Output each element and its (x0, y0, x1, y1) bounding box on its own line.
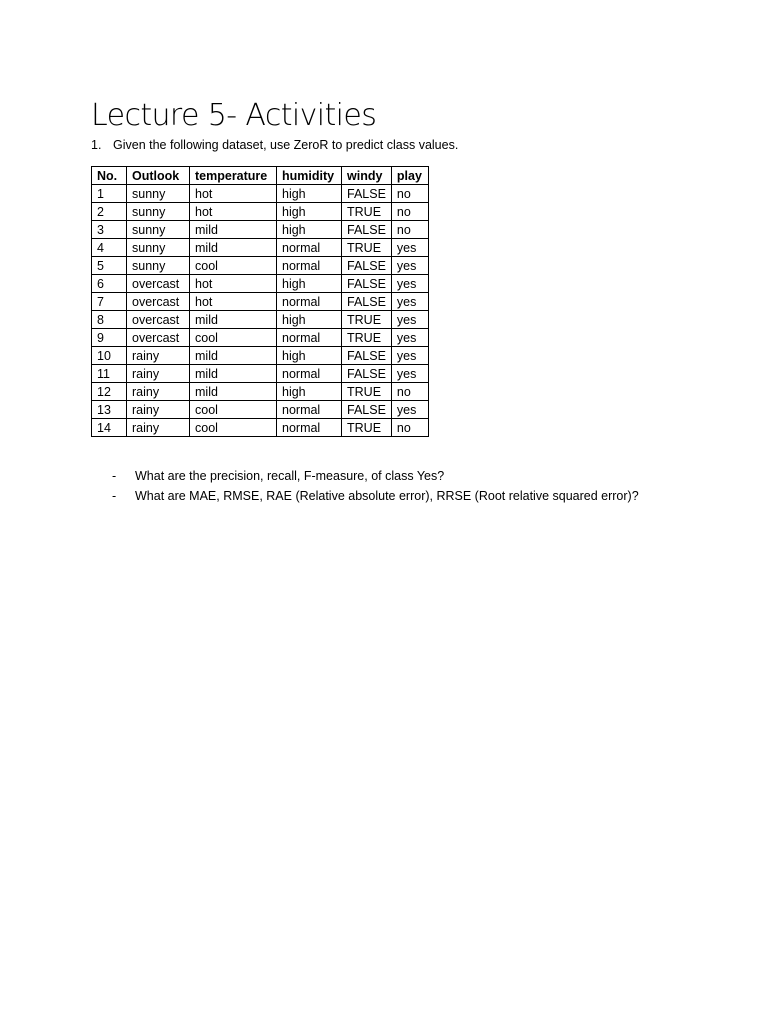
cell-humidity: normal (277, 401, 342, 419)
cell-humidity: high (277, 347, 342, 365)
cell-outlook: sunny (127, 257, 190, 275)
sub-question-text: What are the precision, recall, F-measure, of class Yes? (135, 469, 445, 483)
cell-no: 10 (92, 347, 127, 365)
bullet-dash: - (112, 469, 117, 483)
cell-windy: FALSE (342, 257, 392, 275)
cell-windy: TRUE (342, 239, 392, 257)
cell-play: yes (391, 329, 428, 347)
cell-temperature: mild (190, 365, 277, 383)
cell-temperature: cool (190, 257, 277, 275)
cell-outlook: rainy (127, 365, 190, 383)
dataset-table (91, 166, 429, 437)
cell-windy: TRUE (342, 419, 392, 437)
table-row (92, 329, 429, 347)
cell-no: 4 (92, 239, 127, 257)
cell-no: 9 (92, 329, 127, 347)
cell-humidity: high (277, 383, 342, 401)
cell-no: 11 (92, 365, 127, 383)
cell-temperature: cool (190, 401, 277, 419)
table-body (92, 185, 429, 437)
table-header-row (92, 167, 429, 185)
header-temperature: temperature (190, 167, 277, 185)
cell-humidity: normal (277, 419, 342, 437)
cell-play: yes (391, 257, 428, 275)
cell-no: 7 (92, 293, 127, 311)
cell-humidity: high (277, 221, 342, 239)
bullet-dash: - (112, 489, 117, 503)
question-number: 1. (91, 138, 102, 152)
cell-temperature: hot (190, 275, 277, 293)
cell-no: 14 (92, 419, 127, 437)
table-row (92, 401, 429, 419)
cell-windy: TRUE (342, 329, 392, 347)
cell-temperature: mild (190, 311, 277, 329)
question-text: Given the following dataset, use ZeroR to predict class values. (113, 138, 459, 152)
question-1 (91, 137, 458, 153)
cell-windy: FALSE (342, 347, 392, 365)
cell-play: yes (391, 293, 428, 311)
cell-play: yes (391, 239, 428, 257)
cell-play: yes (391, 365, 428, 383)
cell-temperature: cool (190, 329, 277, 347)
cell-temperature: hot (190, 203, 277, 221)
table-row (92, 257, 429, 275)
cell-windy: TRUE (342, 311, 392, 329)
cell-play: no (391, 419, 428, 437)
header-no: No. (92, 167, 127, 185)
cell-outlook: rainy (127, 401, 190, 419)
cell-no: 2 (92, 203, 127, 221)
table-row (92, 383, 429, 401)
cell-humidity: high (277, 185, 342, 203)
cell-temperature: mild (190, 221, 277, 239)
cell-temperature: cool (190, 419, 277, 437)
cell-humidity: high (277, 311, 342, 329)
table-row (92, 221, 429, 239)
cell-humidity: normal (277, 239, 342, 257)
cell-play: no (391, 383, 428, 401)
table-row (92, 203, 429, 221)
header-windy: windy (342, 167, 392, 185)
cell-windy: FALSE (342, 401, 392, 419)
cell-no: 1 (92, 185, 127, 203)
list-item (112, 486, 639, 506)
cell-outlook: overcast (127, 293, 190, 311)
cell-outlook: sunny (127, 203, 190, 221)
table-row (92, 293, 429, 311)
cell-temperature: mild (190, 239, 277, 257)
cell-play: yes (391, 347, 428, 365)
table-row (92, 419, 429, 437)
cell-play: yes (391, 275, 428, 293)
cell-no: 6 (92, 275, 127, 293)
cell-temperature: mild (190, 383, 277, 401)
cell-windy: FALSE (342, 293, 392, 311)
cell-windy: TRUE (342, 383, 392, 401)
sub-question-list (112, 466, 639, 506)
header-play: play (391, 167, 428, 185)
list-item (112, 466, 639, 486)
cell-no: 13 (92, 401, 127, 419)
cell-play: yes (391, 311, 428, 329)
cell-outlook: overcast (127, 311, 190, 329)
table-row (92, 365, 429, 383)
cell-outlook: overcast (127, 329, 190, 347)
cell-outlook: sunny (127, 239, 190, 257)
cell-humidity: normal (277, 257, 342, 275)
cell-windy: FALSE (342, 275, 392, 293)
cell-temperature: hot (190, 293, 277, 311)
cell-outlook: overcast (127, 275, 190, 293)
cell-play: yes (391, 401, 428, 419)
page-title: Lecture 5- Activities (91, 98, 377, 133)
cell-temperature: hot (190, 185, 277, 203)
cell-windy: FALSE (342, 185, 392, 203)
cell-no: 3 (92, 221, 127, 239)
table-row (92, 311, 429, 329)
header-outlook: Outlook (127, 167, 190, 185)
cell-humidity: normal (277, 329, 342, 347)
cell-outlook: rainy (127, 347, 190, 365)
table-row (92, 275, 429, 293)
cell-humidity: normal (277, 365, 342, 383)
table-row (92, 347, 429, 365)
cell-no: 8 (92, 311, 127, 329)
cell-play: no (391, 221, 428, 239)
sub-question-text: What are MAE, RMSE, RAE (Relative absolute error), RRSE (Root relative squared error)? (135, 489, 639, 503)
cell-humidity: normal (277, 293, 342, 311)
cell-temperature: mild (190, 347, 277, 365)
table-row (92, 185, 429, 203)
header-humidity: humidity (277, 167, 342, 185)
cell-play: no (391, 185, 428, 203)
cell-outlook: sunny (127, 185, 190, 203)
cell-play: no (391, 203, 428, 221)
cell-humidity: high (277, 203, 342, 221)
cell-windy: FALSE (342, 221, 392, 239)
table-row (92, 239, 429, 257)
cell-windy: TRUE (342, 203, 392, 221)
cell-windy: FALSE (342, 365, 392, 383)
cell-no: 12 (92, 383, 127, 401)
cell-outlook: rainy (127, 419, 190, 437)
cell-outlook: rainy (127, 383, 190, 401)
cell-humidity: high (277, 275, 342, 293)
cell-no: 5 (92, 257, 127, 275)
cell-outlook: sunny (127, 221, 190, 239)
